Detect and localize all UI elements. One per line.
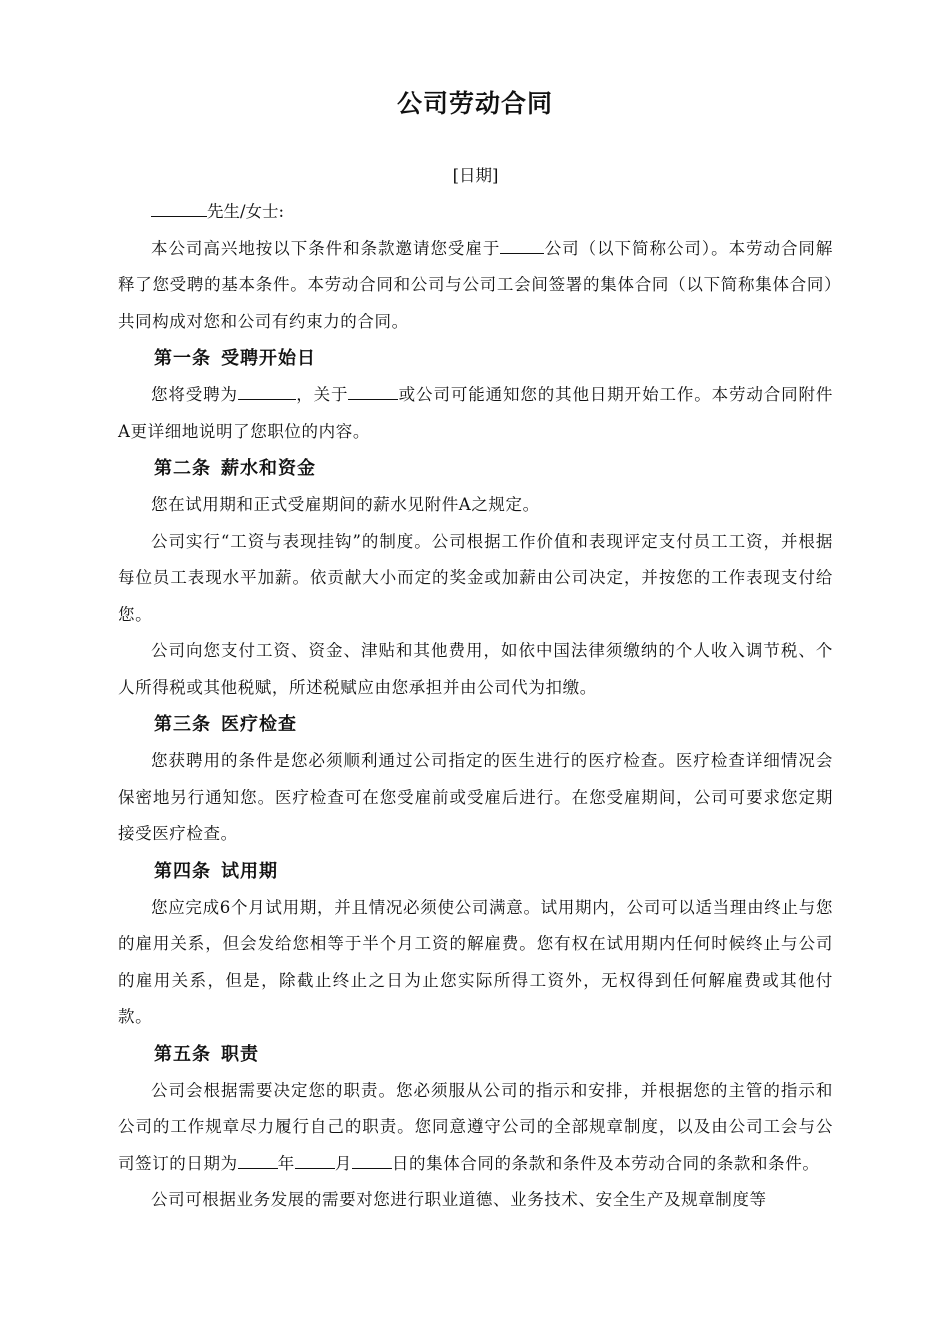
article-1-heading: [118, 340, 833, 377]
article-1-text-a: 您将受聘为: [151, 385, 238, 404]
document-title: 公司劳动合同: [396, 89, 553, 118]
intro-text-1: 本公司高兴地按以下条件和条款邀请您受雇于: [151, 238, 501, 258]
article-1-text-c: 或公司可能通知您的其他日期开始工作。本劳动合同附件A更详细地说明了您职位的内容。: [118, 385, 834, 441]
article-5-number: 第五条: [154, 1043, 211, 1065]
article-4-title: 试用期: [221, 860, 278, 882]
article-2-title: 薪水和资金: [221, 458, 316, 479]
article-4-paragraph-1: 您应完成6个月试用期，并且情况必须使公司满意。试用期内，公司可以适当理由终止与您的雇用关系，但会发给您相等于半个月工资的解雇费。您有权在试用期内任何时候终止与公司的雇用关系，但是，除截止终止之日为止您实际所得工资外，无权得到任何解雇费或其他付款。: [118, 897, 833, 1026]
article-3-title: 医疗检查: [221, 714, 297, 735]
start-date-blank: [348, 383, 398, 401]
article-1-paragraph-1: [118, 377, 833, 450]
article-5-text-c: 日的集体合同的条款和条件及本劳动合同的条款和条件。: [391, 1153, 820, 1173]
article-3-number: 第三条: [154, 714, 211, 735]
name-blank: [151, 200, 207, 218]
article-4-number: 第四条: [154, 860, 211, 882]
article-5-paragraph-2: 公司可根据业务发展的需要对您进行职业道德、业务技术、安全生产及规章制度等: [151, 1190, 767, 1209]
article-1-text-b: ，关于: [295, 385, 349, 404]
article-4-heading: [118, 853, 833, 890]
article-1-title: 受聘开始日: [221, 348, 316, 369]
company-blank: [500, 236, 544, 254]
month-blank: [295, 1151, 335, 1169]
month-label: 月: [334, 1153, 352, 1173]
article-5-text-a: 公司会根据需要决定您的职责。您必须服从公司的指示和安排，并根据您的主管的指示和公司的工作规章尽力履行自己的职责。您同意遵守公司的全部规章制度，以及由公司工会与公司签订的日期为: [118, 1080, 833, 1173]
intro-paragraph: [118, 231, 833, 341]
date-placeholder: [日期]: [452, 166, 499, 185]
day-blank: [352, 1151, 392, 1169]
document-body: [118, 158, 833, 1219]
article-5-title: 职责: [221, 1043, 259, 1065]
year-label: 年: [277, 1153, 295, 1173]
article-5-heading: [118, 1036, 833, 1073]
article-2-paragraph-2: 公司实行“工资与表现挂钩”的制度。公司根据工作价值和表现评定支付员工工资，并根据每位员工表现水平加薪。依贡献大小而定的奖金或加薪由公司决定，并按您的工作表现支付给您。: [118, 531, 833, 624]
article-2-heading: [118, 450, 833, 487]
article-3-heading: [118, 706, 833, 743]
article-2-paragraph-3: 公司向您支付工资、资金、津贴和其他费用，如依中国法律须缴纳的个人收入调节税、个人所得税或其他税赋，所述税赋应由您承担并由公司代为扣缴。: [118, 641, 833, 697]
salutation-line: [118, 194, 833, 231]
article-2-number: 第二条: [154, 458, 211, 479]
year-blank: [238, 1151, 278, 1169]
position-blank: [238, 383, 296, 401]
salutation-text: 先生/女士:: [207, 202, 285, 221]
article-3-paragraph-1: 您获聘用的条件是您必须顺利通过公司指定的医生进行的医疗检查。医疗检查详细情况会保密地另行通知您。医疗检查可在您受雇前或受雇后进行。在您受雇期间，公司可要求您定期接受医疗检查。: [118, 751, 833, 843]
article-2-paragraph-1: 您在试用期和正式受雇期间的薪水见附件A之规定。: [151, 495, 540, 514]
intro-text-2: 公司（以下简称公司）。本劳动合同解释了您受聘的基本条件。本劳动合同和公司与公司工会间签署的集体合同（以下简称集体合同）共同构成对您和公司有约束力的合同。: [118, 238, 834, 331]
article-1-number: 第一条: [154, 348, 211, 369]
article-5-paragraph-1: [118, 1073, 833, 1183]
